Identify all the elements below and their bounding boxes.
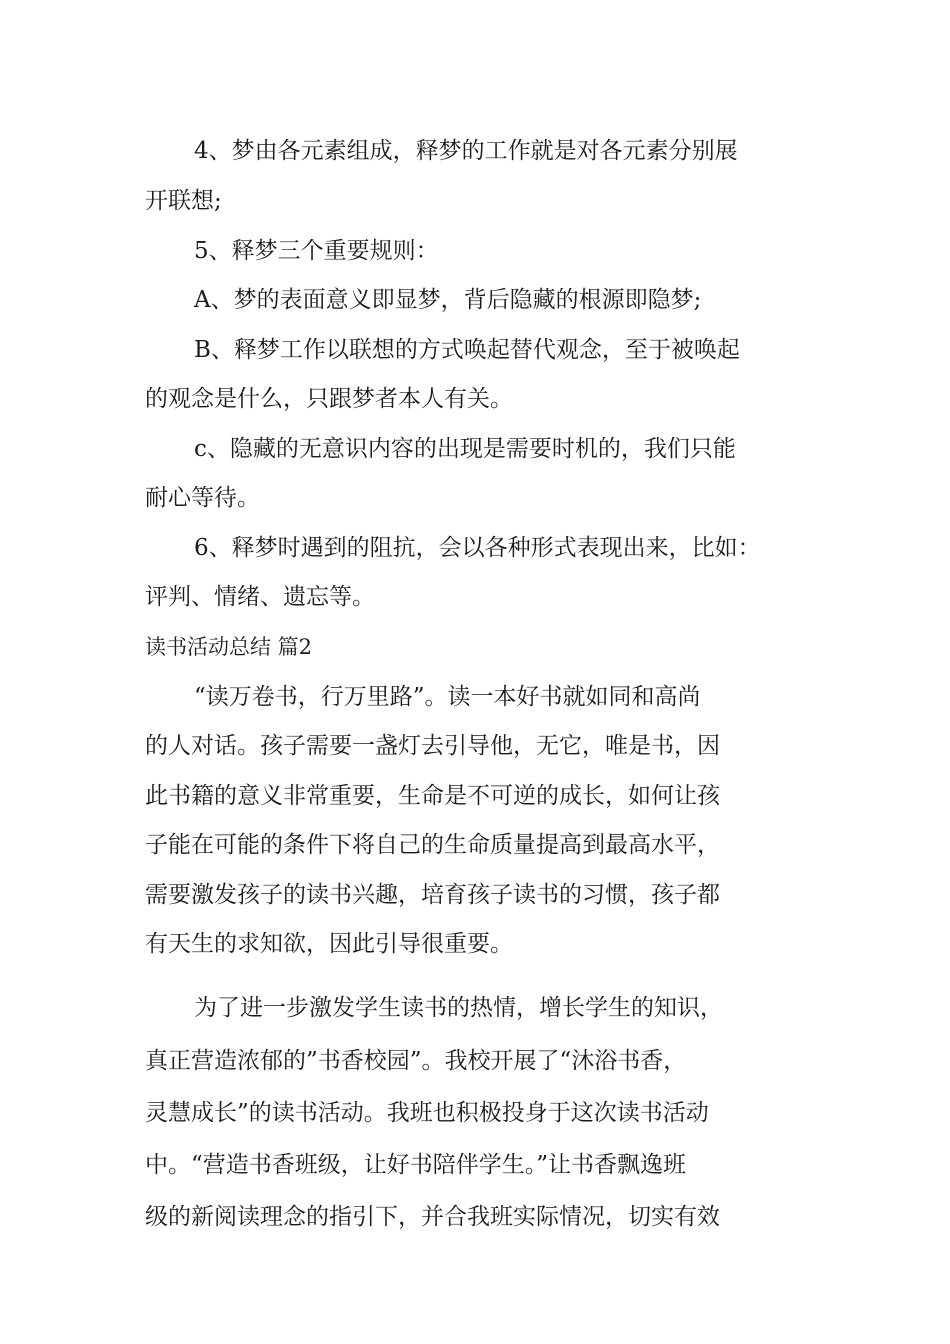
text-line: 为了进一步激发学生读书的热情，增长学生的知识， [194, 995, 723, 1021]
section-heading: 读书活动总结 篇2 [145, 635, 313, 659]
text-line: 此书籍的意义非常重要，生命是不可逆的成长，如何让孩 [145, 783, 720, 809]
text-line: B、释梦工作以联想的方式唤起替代观念，至于被唤起 [194, 337, 740, 363]
text-line: 5、释梦三个重要规则： [194, 238, 439, 264]
text-line: 真正营造浓郁的”书香校园”。我校开展了“沐浴书香， [145, 1048, 687, 1074]
text-line: 6、释梦时遇到的阻抗，会以各种形式表现出来，比如： [194, 535, 761, 561]
text-line: 4、梦由各元素组成，释梦的工作就是对各元素分别展 [194, 138, 738, 164]
text-line: 开联想; [145, 188, 222, 214]
text-line: 耐心等待。 [145, 485, 260, 511]
text-line: “读万卷书，行万里路”。读一本好书就如同和高尚 [194, 684, 701, 710]
text-line: 有天生的求知欲，因此引导很重要。 [145, 931, 513, 957]
text-line: 的观念是什么，只跟梦者本人有关。 [145, 386, 513, 412]
text-line: 评判、情绪、遗忘等。 [145, 584, 375, 610]
text-line: A、梦的表面意义即显梦，背后隐藏的根源即隐梦; [194, 287, 702, 313]
text-line: 灵慧成长”的读书活动。我班也积极投身于这次读书活动 [145, 1100, 709, 1126]
text-line: 子能在可能的条件下将自己的生命质量提高到最高水平， [145, 832, 720, 858]
text-line: c、隐藏的无意识内容的出现是需要时机的，我们只能 [194, 436, 736, 462]
text-line: 需要激发孩子的读书兴趣，培育孩子读书的习惯，孩子都 [145, 882, 720, 908]
text-line: 的人对话。孩子需要一盏灯去引导他，无它，唯是书，因 [145, 733, 720, 759]
text-line: 级的新阅读理念的指引下，并合我班实际情况，切实有效 [145, 1204, 720, 1230]
text-line: 中。“营造书香班级，让好书陪伴学生。”让书香飘逸班 [145, 1152, 687, 1178]
